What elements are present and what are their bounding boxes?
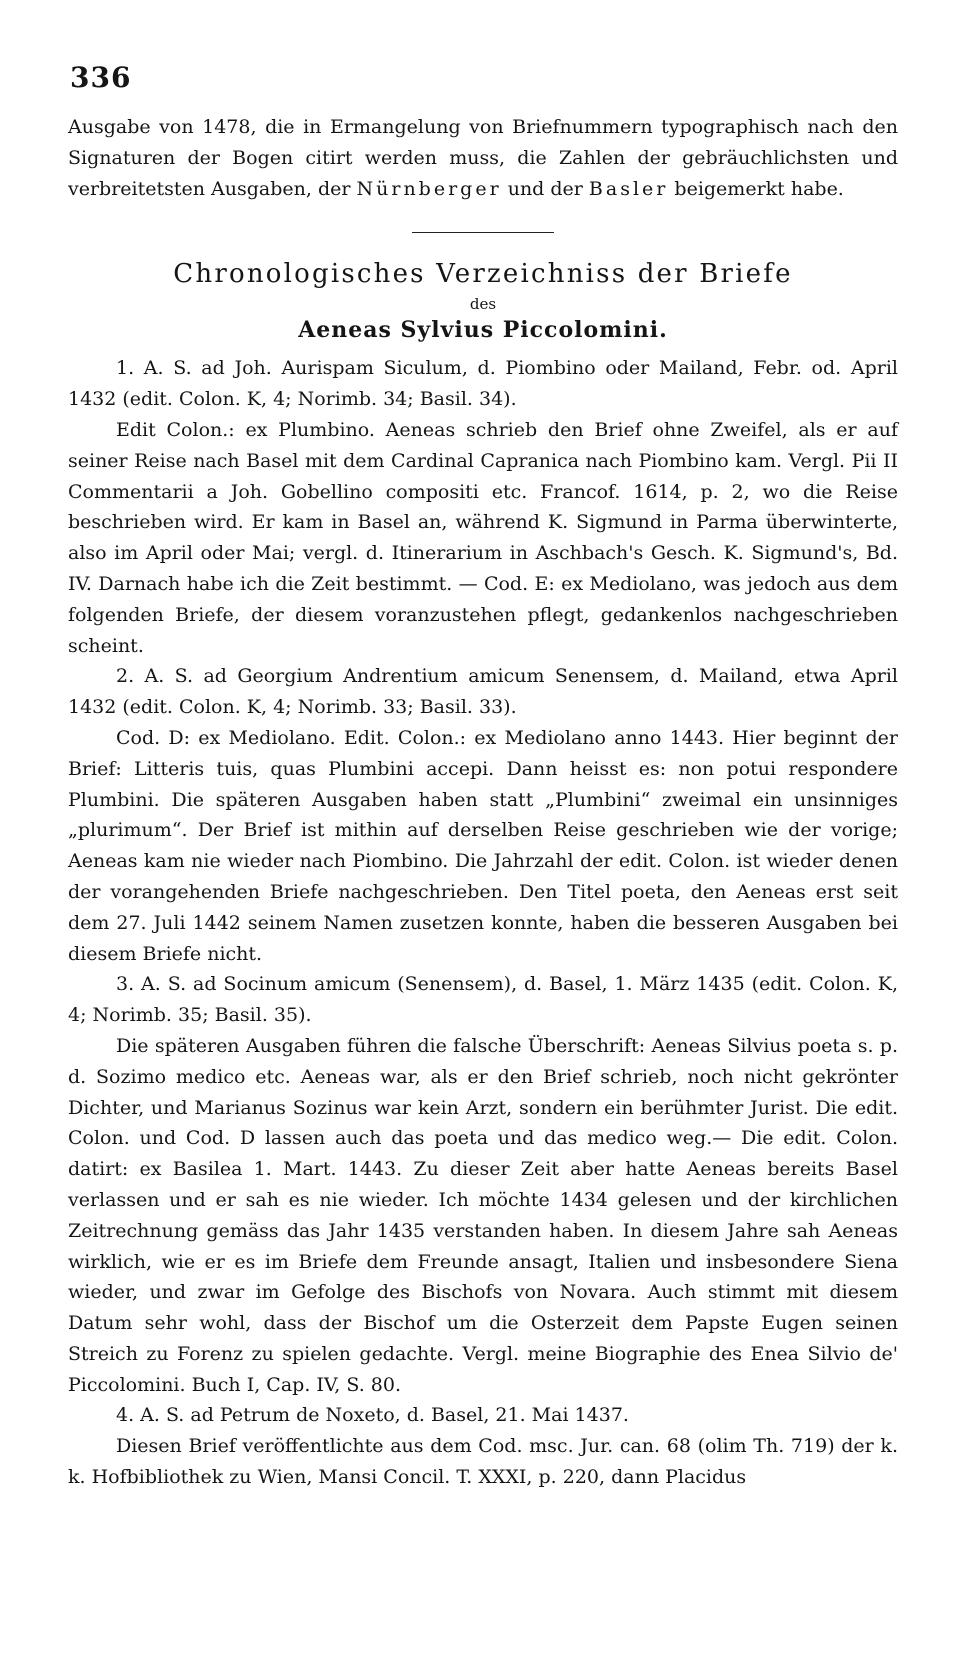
entry-4-comment: Diesen Brief veröffentlichte aus dem Cod. msc. Jur. can. 68 (olim Th. 719) der k. k. Hofbibliothek zu Wien, Mansi Concil. T. XXXI, p. 220, dann Placidus bbox=[68, 1435, 898, 1489]
entry-4-head: 4. A. S. ad Petrum de Noxeto, d. Basel, 21. Mai 1437. bbox=[116, 1404, 629, 1427]
entry-3-comment: Die späteren Ausgaben führen die falsche Überschrift: Aeneas Silvius poeta s. p. d. Sozimo medico etc. Aeneas war, als er den Brief schrieb, noch nicht gekrönter Dichter, und Marianus Sozinus war kein Arzt, sondern ein berühmter Jurist. Die edit. Colon. und Cod. D lassen auch das poeta und das medico weg.— Die edit. Colon. datirt: ex Basilea 1. Mart. 1443. Zu dieser Zeit aber hatte Aeneas bereits Basel verlassen und er sah es nie wieder. Ich möchte 1434 gelesen und der kirchlichen Zeitrechnung gemäss das Jahr 1435 verstanden haben. In diesem Jahre sah Aeneas wirklich, wie er es im Briefe dem Freunde ansagt, Italien und insbesondere Siena wieder, und zwar im Gefolge des Bischofs von Novara. Auch stimmt mit diesem Datum sehr wohl, dass der Bischof um die Osterzeit dem Papste Eugen seinen Streich zu Forenz zu spielen gedachte. Vergl. meine Biographie des Enea Silvio de' Piccolomini. Buch I, Cap. IV, S. 80. bbox=[68, 1034, 898, 1396]
intro-text-a: Ausgabe von 1478, die in Ermangelung von Briefnummern typographisch nach den Signaturen der Bogen citirt werden muss, die Zahlen der gebräuchlichsten und verbreitetsten Ausgaben, der bbox=[68, 116, 898, 200]
intro-nuernberger: Nürnberger bbox=[356, 177, 502, 200]
page-number: 336 bbox=[70, 61, 132, 94]
book-page bbox=[68, 61, 898, 1493]
section-author: Aeneas Sylvius Piccolomini. bbox=[298, 317, 668, 344]
section-subtitle-des: des bbox=[469, 295, 497, 314]
section-title: Chronologisches Verzeichniss der Briefe bbox=[173, 259, 793, 290]
intro-text-c: beigemerkt habe. bbox=[668, 177, 844, 200]
intro-basler: Basler bbox=[588, 177, 669, 200]
entry-3-head: 3. A. S. ad Socinum amicum (Senensem), d. Basel, 1. März 1435 (edit. Colon. K, 4; Norimb. 35; Basil. 35). bbox=[68, 973, 898, 1027]
section-divider bbox=[412, 232, 554, 233]
entry-2-head: 2. A. S. ad Georgium Andrentium amicum Senensem, d. Mailand, etwa April 1432 (edit. Colon. K, 4; Norimb. 33; Basil. 33). bbox=[68, 665, 898, 719]
entry-1-head: 1. A. S. ad Joh. Aurispam Siculum, d. Piombino oder Mailand, Febr. od. April 1432 (edit. Colon. K, 4; Norimb. 34; Basil. 34). bbox=[68, 357, 898, 411]
entry-1-comment: Edit Colon.: ex Plumbino. Aeneas schrieb den Brief ohne Zweifel, als er auf seiner Reise nach Basel mit dem Cardinal Capranica nach Piombino kam. Vergl. Pii II Commentarii a Joh. Gobellino compositi etc. Francof. 1614, p. 2, wo die Reise beschrieben wird. Er kam in Basel an, während K. Sigmund in Parma überwinterte, also im April oder Mai; vergl. d. Itinerarium in Aschbach's Gesch. K. Sigmund's, Bd. IV. Darnach habe ich die Zeit bestimmt. — Cod. E: ex Mediolano, was jedoch aus dem folgenden Briefe, der diesem voranzustehen pflegt, gedankenlos nachgeschrieben scheint. bbox=[68, 418, 898, 657]
intro-text-b: und der bbox=[501, 177, 589, 200]
entry-2-comment: Cod. D: ex Mediolano. Edit. Colon.: ex Mediolano anno 1443. Hier beginnt der Brief: Litteris tuis, quas Plumbini accepi. Dann heisst es: non potui respondere Plumbini. Die späteren Ausgaben haben statt „Plumbini“ zweimal ein unsinniges „plurimum“. Der Brief ist mithin auf derselben Reise geschrieben wie der vorige; Aeneas kam nie wieder nach Piombino. Die Jahrzahl der edit. Colon. ist wieder denen der vorangehenden Briefe nachgeschrieben. Den Titel poeta, den Aeneas erst seit dem 27. Juli 1442 seinem Namen zusetzen konnte, haben die besseren Ausgaben bei diesem Briefe nicht. bbox=[68, 726, 898, 965]
intro-paragraph bbox=[68, 112, 898, 204]
